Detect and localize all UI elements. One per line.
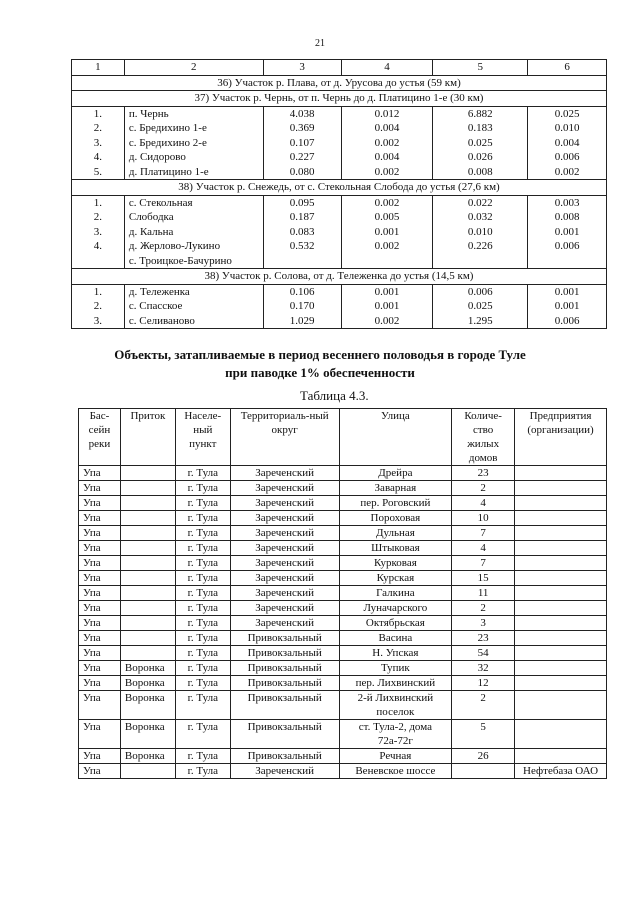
table-row [72,225,607,240]
value-cell: 1.295 [433,314,528,329]
table-row [72,195,607,210]
enterprise-cell [515,496,607,511]
table-row [72,314,607,329]
street-cell: Н. Упская [339,646,452,661]
street-cell: Дрейра [339,466,452,481]
street-cell: пер. Лихвинский [339,676,452,691]
header-cell: 4 [341,60,433,76]
settlement-name: с. Бредихино 2-е [124,136,263,151]
houses-cell: 23 [452,466,515,481]
tributary-cell [120,481,175,496]
value-cell: 0.226 [433,239,528,254]
header-cell: Бас-сейн реки [79,409,121,466]
value-cell: 0.008 [433,165,528,180]
settlement-cell: г. Тула [175,511,230,526]
tributary-cell [120,646,175,661]
river-section-table [71,59,607,329]
basin-cell: Упа [79,676,121,691]
row-number: 3. [72,314,125,329]
settlement-name: д. Кальна [124,225,263,240]
section-heading-line1: Объекты, затапливаемые в период весеннего половодья в городе Туле [114,347,526,362]
enterprise-cell [515,466,607,481]
value-cell: 0.025 [528,106,607,121]
district-cell: Привокзальный [230,661,339,676]
tributary-cell [120,616,175,631]
enterprise-cell: Нефтебаза ОАО [515,764,607,779]
section-title-row [72,75,607,91]
header-cell: 3 [263,60,341,76]
houses-cell: 10 [452,511,515,526]
table-row [79,541,607,556]
table-row [79,481,607,496]
street-cell: Дульная [339,526,452,541]
table-row [79,676,607,691]
houses-cell: 4 [452,541,515,556]
houses-cell: 4 [452,496,515,511]
value-cell: 0.227 [263,150,341,165]
settlement-cell: г. Тула [175,481,230,496]
settlement-cell: г. Тула [175,631,230,646]
value-cell: 0.004 [341,121,433,136]
table-row [72,106,607,121]
section-title-row [72,269,607,285]
street-cell: Васина [339,631,452,646]
district-cell: Зареченский [230,466,339,481]
tributary-cell [120,466,175,481]
district-cell: Зареченский [230,571,339,586]
tributary-cell [120,541,175,556]
enterprise-cell [515,646,607,661]
district-cell: Зареченский [230,556,339,571]
district-cell: Зареченский [230,496,339,511]
enterprise-cell [515,616,607,631]
basin-cell: Упа [79,481,121,496]
value-cell: 0.032 [433,210,528,225]
section-title: 38) Участок р. Снежедь, от с. Стекольная Слобода до устья (27,6 км) [72,180,607,196]
table-row [79,720,607,749]
settlement-name: д. Сидорово [124,150,263,165]
value-cell [433,254,528,269]
district-cell: Зареченский [230,616,339,631]
street-cell: Курковая [339,556,452,571]
settlement-name: с. Спасское [124,299,263,314]
row-number: 2. [72,210,125,225]
basin-cell: Упа [79,720,121,749]
houses-cell: 32 [452,661,515,676]
value-cell: 0.025 [433,136,528,151]
settlement-cell: г. Тула [175,646,230,661]
value-cell: 0.006 [433,284,528,299]
houses-cell: 2 [452,691,515,720]
table-row [79,571,607,586]
settlement-cell: г. Тула [175,601,230,616]
row-number: 4. [72,239,125,254]
value-cell: 0.022 [433,195,528,210]
value-cell: 0.002 [341,314,433,329]
value-cell: 6.882 [433,106,528,121]
row-number: 3. [72,225,125,240]
value-cell: 0.083 [263,225,341,240]
section-title: 38) Участок р. Солова, от д. Тележенка до устья (14,5 км) [72,269,607,285]
basin-cell: Упа [79,541,121,556]
basin-cell: Упа [79,601,121,616]
value-cell [263,254,341,269]
settlement-cell: г. Тула [175,720,230,749]
table-row [72,299,607,314]
district-cell: Зареченский [230,526,339,541]
section-title-row [72,180,607,196]
street-cell: Октябрьская [339,616,452,631]
enterprise-cell [515,749,607,764]
street-cell: Курская [339,571,452,586]
tributary-cell: Воронка [120,676,175,691]
street-cell: Луначарского [339,601,452,616]
table-row [72,136,607,151]
district-cell: Привокзальный [230,720,339,749]
value-cell: 0.106 [263,284,341,299]
value-cell: 0.025 [433,299,528,314]
street-cell: Заварная [339,481,452,496]
table-caption: Таблица 4.3. [300,388,369,403]
table-header-row [72,60,607,76]
tributary-cell [120,631,175,646]
settlement-cell: г. Тула [175,749,230,764]
table-row [72,150,607,165]
houses-cell: 3 [452,616,515,631]
value-cell: 0.532 [263,239,341,254]
table-row [79,749,607,764]
enterprise-cell [515,691,607,720]
value-cell: 0.369 [263,121,341,136]
tributary-cell [120,496,175,511]
enterprise-cell [515,541,607,556]
basin-cell: Упа [79,646,121,661]
header-cell: 2 [124,60,263,76]
houses-cell: 7 [452,526,515,541]
value-cell: 0.001 [528,299,607,314]
value-cell: 0.005 [341,210,433,225]
basin-cell: Упа [79,631,121,646]
street-cell: 2-й Лихвинский поселок [339,691,452,720]
district-cell: Привокзальный [230,676,339,691]
basin-cell: Упа [79,749,121,764]
tributary-cell: Воронка [120,661,175,676]
header-cell: Предприятия (организации) [515,409,607,466]
settlement-cell: г. Тула [175,541,230,556]
enterprise-cell [515,571,607,586]
district-cell: Зареченский [230,601,339,616]
enterprise-cell [515,676,607,691]
tributary-cell [120,571,175,586]
row-number: 2. [72,299,125,314]
district-cell: Привокзальный [230,631,339,646]
row-number: 4. [72,150,125,165]
value-cell: 0.002 [341,165,433,180]
enterprise-cell [515,556,607,571]
value-cell: 0.001 [341,225,433,240]
value-cell: 0.080 [263,165,341,180]
enterprise-cell [515,481,607,496]
value-cell: 0.004 [528,136,607,151]
houses-cell [452,764,515,779]
header-cell: 1 [72,60,125,76]
settlement-name: п. Чернь [124,106,263,121]
value-cell: 4.038 [263,106,341,121]
tributary-cell [120,556,175,571]
table-row [79,616,607,631]
basin-cell: Упа [79,556,121,571]
value-cell [528,254,607,269]
settlement-cell: г. Тула [175,691,230,720]
flooded-objects-table [78,408,607,779]
settlement-name: д. Жерлово-Лукино [124,239,263,254]
value-cell: 0.006 [528,150,607,165]
district-cell: Зареченский [230,481,339,496]
street-cell: Пороховая [339,511,452,526]
table-row [72,254,607,269]
value-cell: 0.002 [341,239,433,254]
header-cell: Территориаль-ный округ [230,409,339,466]
enterprise-cell [515,661,607,676]
district-cell: Зареченский [230,541,339,556]
houses-cell: 54 [452,646,515,661]
value-cell: 0.008 [528,210,607,225]
value-cell: 0.187 [263,210,341,225]
table-row [79,466,607,481]
table-row [79,511,607,526]
basin-cell: Упа [79,511,121,526]
basin-cell: Упа [79,764,121,779]
tributary-cell [120,526,175,541]
table-row [79,496,607,511]
district-cell: Зареченский [230,511,339,526]
value-cell: 0.006 [528,239,607,254]
enterprise-cell [515,720,607,749]
tributary-cell: Воронка [120,720,175,749]
table-row [72,239,607,254]
row-number: 1. [72,195,125,210]
houses-cell: 15 [452,571,515,586]
table-row [79,631,607,646]
basin-cell: Упа [79,586,121,601]
table-header-row [79,409,607,466]
enterprise-cell [515,601,607,616]
value-cell: 0.010 [433,225,528,240]
section-title-row [72,91,607,107]
value-cell: 0.170 [263,299,341,314]
basin-cell: Упа [79,466,121,481]
value-cell: 0.012 [341,106,433,121]
houses-cell: 12 [452,676,515,691]
street-cell: Штыковая [339,541,452,556]
houses-cell: 2 [452,481,515,496]
table-row [72,165,607,180]
value-cell: 0.183 [433,121,528,136]
value-cell: 0.010 [528,121,607,136]
settlement-cell: г. Тула [175,661,230,676]
settlement-cell: г. Тула [175,764,230,779]
header-cell: Количе-ство жилых домов [452,409,515,466]
value-cell: 0.095 [263,195,341,210]
section-title: 36) Участок р. Плава, от д. Урусова до устья (59 км) [72,75,607,91]
value-cell: 0.004 [341,150,433,165]
table-row [79,526,607,541]
basin-cell: Упа [79,616,121,631]
table-row [79,661,607,676]
header-cell: 6 [528,60,607,76]
table-row [79,601,607,616]
value-cell: 0.001 [341,284,433,299]
value-cell: 0.001 [341,299,433,314]
street-cell: Тупик [339,661,452,676]
tributary-cell [120,586,175,601]
header-cell: Улица [339,409,452,466]
page-number: 21 [315,38,325,49]
row-number: 3. [72,136,125,151]
settlement-cell: г. Тула [175,526,230,541]
settlement-cell: г. Тула [175,676,230,691]
row-number: 2. [72,121,125,136]
settlement-name: д. Тележенка [124,284,263,299]
enterprise-cell [515,526,607,541]
settlement-cell: г. Тула [175,466,230,481]
street-cell: Речная [339,749,452,764]
table-row [79,646,607,661]
section-title: 37) Участок р. Чернь, от п. Чернь до д. Платицино 1-е (30 км) [72,91,607,107]
basin-cell: Упа [79,526,121,541]
settlement-name: Слободка [124,210,263,225]
basin-cell: Упа [79,496,121,511]
settlement-name: с. Бредихино 1-е [124,121,263,136]
value-cell: 0.002 [341,136,433,151]
table-row [79,586,607,601]
settlement-name: с. Селиваново [124,314,263,329]
table-row [79,691,607,720]
table-row [72,284,607,299]
header-cell: Населе-ный пункт [175,409,230,466]
value-cell: 0.026 [433,150,528,165]
value-cell: 0.107 [263,136,341,151]
houses-cell: 2 [452,601,515,616]
basin-cell: Упа [79,691,121,720]
houses-cell: 11 [452,586,515,601]
settlement-cell: г. Тула [175,556,230,571]
tributary-cell [120,601,175,616]
tributary-cell [120,511,175,526]
table-row [72,121,607,136]
street-cell: пер. Роговский [339,496,452,511]
section-heading-line2: при паводке 1% обеспеченности [225,365,415,380]
row-number: 1. [72,106,125,121]
value-cell [341,254,433,269]
enterprise-cell [515,631,607,646]
district-cell: Зареченский [230,586,339,601]
header-cell: Приток [120,409,175,466]
table-row [79,764,607,779]
settlement-cell: г. Тула [175,586,230,601]
settlement-name: с. Стекольная [124,195,263,210]
street-cell: Галкина [339,586,452,601]
houses-cell: 5 [452,720,515,749]
settlement-name: д. Платицино 1-е [124,165,263,180]
houses-cell: 7 [452,556,515,571]
basin-cell: Упа [79,571,121,586]
houses-cell: 23 [452,631,515,646]
row-number [72,254,125,269]
value-cell: 0.002 [341,195,433,210]
enterprise-cell [515,511,607,526]
tributary-cell: Воронка [120,749,175,764]
row-number: 1. [72,284,125,299]
value-cell: 1.029 [263,314,341,329]
basin-cell: Упа [79,661,121,676]
value-cell: 0.003 [528,195,607,210]
value-cell: 0.006 [528,314,607,329]
street-cell: Веневское шоссе [339,764,452,779]
tributary-cell: Воронка [120,691,175,720]
value-cell: 0.001 [528,225,607,240]
houses-cell: 26 [452,749,515,764]
settlement-cell: г. Тула [175,616,230,631]
table-row [79,556,607,571]
district-cell: Привокзальный [230,691,339,720]
table-row [72,210,607,225]
district-cell: Привокзальный [230,646,339,661]
row-number: 5. [72,165,125,180]
district-cell: Зареченский [230,764,339,779]
settlement-name: с. Троицкое-Бачурино [124,254,263,269]
street-cell: ст. Тула-2, дома 72а-72г [339,720,452,749]
tributary-cell [120,764,175,779]
value-cell: 0.002 [528,165,607,180]
settlement-cell: г. Тула [175,571,230,586]
district-cell: Привокзальный [230,749,339,764]
enterprise-cell [515,586,607,601]
header-cell: 5 [433,60,528,76]
value-cell: 0.001 [528,284,607,299]
settlement-cell: г. Тула [175,496,230,511]
